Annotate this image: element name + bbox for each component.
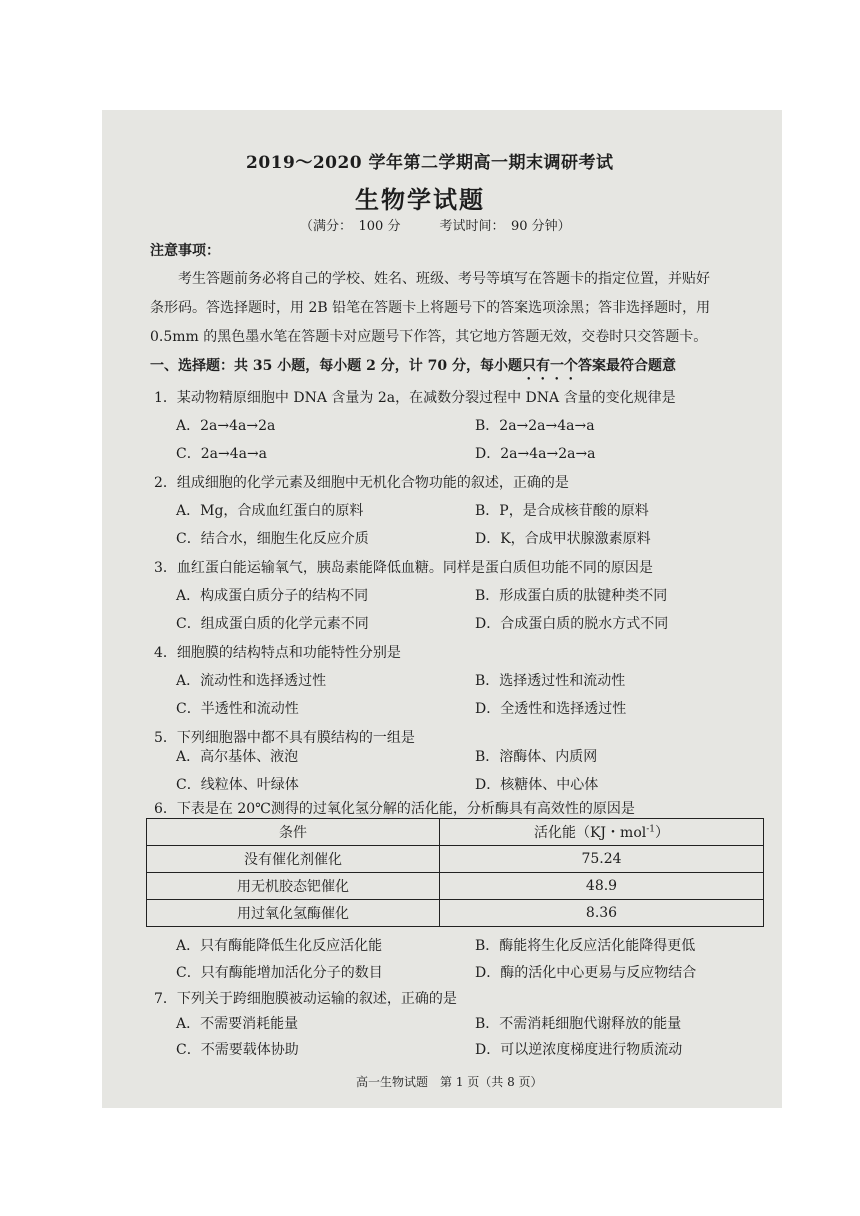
header-condition: 条件 (147, 819, 440, 846)
exam-title: 2019～2020 学年第二学期高一期末调研考试 (246, 153, 614, 173)
page-footer: 高一生物试题 第 1 页（共 8 页） (356, 1075, 543, 1089)
energy-cell: 48.9 (440, 873, 764, 900)
question-stem: 6．下表是在 20℃测得的过氧化氢分解的活化能，分析酶具有高效性的原因是 (154, 801, 635, 817)
section-emphasis: 只有一个 (521, 358, 578, 374)
question-stem: 1．某动物精原细胞中 DNA 含量为 2a，在减数分裂过程中 DNA 含量的变化规律是 (154, 390, 676, 406)
option: B．P，是合成核苷酸的原料 (475, 503, 649, 519)
energy-cell: 75.24 (440, 846, 764, 873)
activation-energy-table (146, 818, 764, 927)
header-energy-close: ） (655, 825, 670, 841)
option: B．选择透过性和流动性 (475, 673, 626, 689)
option: D．全透性和选择透过性 (475, 701, 627, 717)
option: B．形成蛋白质的肽键种类不同 (475, 588, 668, 604)
notice-line-3: 0.5mm 的黑色墨水笔在答题卡对应题号下作答，其它地方答题无效，交卷时只交答题卡。 (150, 329, 708, 345)
table-row (147, 900, 764, 927)
option: B．2a→2a→4a→a (475, 418, 595, 434)
option: C．2a→4a→a (176, 446, 268, 462)
table-header-row (147, 819, 764, 846)
option: C．只有酶能增加活化分子的数目 (176, 965, 383, 981)
energy-cell: 8.36 (440, 900, 764, 927)
option: D．2a→4a→2a→a (475, 446, 596, 462)
condition-cell: 用无机胶态钯催化 (147, 873, 440, 900)
option: B．溶酶体、内质网 (475, 749, 598, 765)
option: A．Mg，合成血红蛋白的原料 (176, 503, 364, 519)
question-stem: 3．血红蛋白能运输氧气，胰岛素能降低血糖。同样是蛋白质但功能不同的原因是 (154, 560, 653, 576)
notice-heading: 注意事项： (150, 243, 220, 259)
option: D．酶的活化中心更易与反应物结合 (475, 965, 697, 981)
section-heading (150, 355, 676, 383)
option: A．构成蛋白质分子的结构不同 (176, 588, 369, 604)
subject-title: 生物学试题 (355, 185, 485, 214)
option: C．线粒体、叶绿体 (176, 777, 299, 793)
option: A．流动性和选择透过性 (176, 673, 327, 689)
option: A．高尔基体、液泡 (176, 749, 299, 765)
table-row (147, 846, 764, 873)
option: B．不需消耗细胞代谢释放的能量 (475, 1016, 682, 1032)
section-prefix: 一、选择题：共 35 小题，每小题 2 分，计 70 分，每小题 (150, 358, 522, 374)
option: B．酶能将生化反应活化能降得更低 (475, 938, 696, 954)
question-stem: 2．组成细胞的化学元素及细胞中无机化合物功能的叙述，正确的是 (154, 475, 569, 491)
option: C．结合水，细胞生化反应介质 (176, 531, 369, 547)
condition-cell: 没有催化剂催化 (147, 846, 440, 873)
header-energy-text: 活化能（KJ・mol (533, 825, 647, 841)
question-stem: 4．细胞膜的结构特点和功能特性分别是 (154, 645, 401, 661)
question-stem: 5．下列细胞器中都不具有膜结构的一组是 (154, 730, 415, 746)
header-energy (440, 819, 764, 846)
header-energy-sup: -1 (646, 824, 656, 835)
option: D．核糖体、中心体 (475, 777, 599, 793)
option: C．不需要载体协助 (176, 1042, 299, 1058)
notice-line-2: 条形码。答选择题时，用 2B 铅笔在答题卡上将题号下的答案选项涂黑；答非选择题时，用 (150, 300, 711, 316)
option: A．只有酶能降低生化反应活化能 (176, 938, 383, 954)
option: D．可以逆浓度梯度进行物质流动 (475, 1042, 683, 1058)
score-info: （满分： 100 分 考试时间： 90 分钟） (300, 219, 571, 234)
option: A．2a→4a→2a (176, 418, 276, 434)
option: A．不需要消耗能量 (176, 1016, 299, 1032)
notice-line-1: 考生答题前务必将自己的学校、姓名、班级、考号等填写在答题卡的指定位置，并贴好 (178, 271, 710, 287)
option: D．K，合成甲状腺激素原料 (475, 531, 651, 547)
condition-cell: 用过氧化氢酶催化 (147, 900, 440, 927)
table-row (147, 873, 764, 900)
option: C．半透性和流动性 (176, 701, 299, 717)
section-suffix: 答案最符合题意 (577, 358, 676, 374)
option: D．合成蛋白质的脱水方式不同 (475, 616, 669, 632)
option: C．组成蛋白质的化学元素不同 (176, 616, 369, 632)
question-stem: 7．下列关于跨细胞膜被动运输的叙述，正确的是 (154, 991, 457, 1007)
